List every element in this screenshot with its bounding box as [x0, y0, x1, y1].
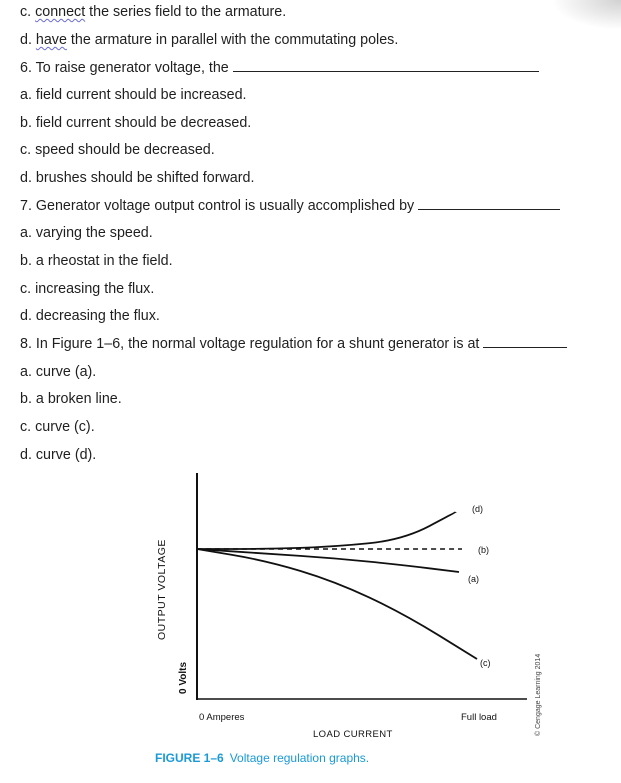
curve-label-b: (b) — [478, 545, 489, 555]
curve-label-d: (d) — [472, 504, 483, 514]
caption-text: Voltage regulation graphs. — [229, 751, 370, 765]
curve-a — [197, 549, 459, 572]
q7-option-d: d. decreasing the flux. — [20, 308, 160, 324]
copyright-notice: © Cengage Learning 2014 — [535, 653, 542, 736]
caption-number: FIGURE 1–6 — [155, 751, 224, 765]
curve-label-a: (a) — [468, 574, 479, 584]
question-8-text: 8. In Figure 1–6, the normal voltage regulation for a shunt generator is at — [20, 336, 480, 352]
option-rest: the armature in parallel with the commutating poles. — [66, 32, 399, 48]
q7-option-b: b. a rheostat in the field. — [20, 253, 173, 269]
q6-option-a: a. field current should be increased. — [20, 87, 247, 103]
q8-option-c: c. curve (c). — [20, 419, 95, 435]
spellcheck-word: have — [35, 32, 67, 48]
q8-option-a: a. curve (a). — [20, 364, 97, 380]
y-origin-label: 0 Volts — [178, 661, 189, 694]
curve-d — [197, 512, 456, 549]
y-axis-label: OUTPUT VOLTAGE — [156, 539, 168, 640]
q6-option-c: c. speed should be decreased. — [20, 142, 215, 158]
option-rest: the series field to the armature. — [85, 4, 287, 20]
question-6-text: 6. To raise generator voltage, the — [20, 60, 229, 76]
x-axis-label: LOAD CURRENT — [313, 729, 393, 740]
spellcheck-word: connect — [35, 4, 86, 20]
q6-option-d: d. brushes should be shifted forward. — [20, 170, 255, 186]
x-origin-label: 0 Amperes — [199, 712, 245, 723]
curve-c — [197, 549, 477, 659]
x-end-label: Full load — [461, 712, 497, 723]
curves-group — [197, 512, 477, 659]
q7-option-c: c. increasing the flux. — [20, 281, 155, 297]
option-prefix: c. — [20, 4, 36, 20]
question-7-text: 7. Generator voltage output control is usually accomplished by — [20, 198, 415, 214]
curve-label-c: (c) — [480, 658, 491, 668]
option-prefix: d. — [20, 32, 36, 48]
q7-option-a: a. varying the speed. — [20, 225, 153, 241]
figure-caption — [155, 751, 369, 765]
q8-option-b: b. a broken line. — [20, 391, 122, 407]
q8-option-d: d. curve (d). — [20, 447, 97, 463]
q6-option-b: b. field current should be decreased. — [20, 115, 252, 131]
